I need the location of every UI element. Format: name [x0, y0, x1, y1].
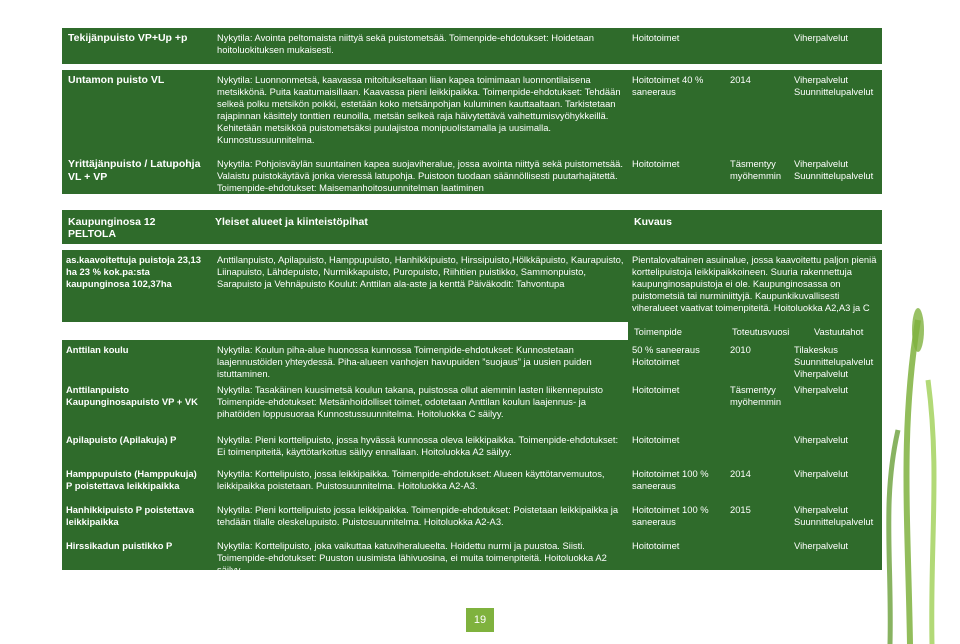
- park-name: Hirssikadun puistikko P: [62, 536, 209, 570]
- park-year: [726, 28, 790, 64]
- header-areas: Yleiset alueet ja kiinteistöpihat: [215, 216, 368, 228]
- table-row: [62, 500, 882, 536]
- park-description: Nykytila: Korttelipuisto, joka vaikuttaa katuviheralueelta. Hoidettu nurmi ja puustoa. Siisti. Toimenpide-ehdotukset: Puuston uusimista lähivuosina, ei muita toimenpiteitä. Hoitoluokka A2 säilyy.: [217, 540, 607, 575]
- park-description: Nykytila: Pieni korttelipuisto, jossa hyvässä kunnossa oleva leikkipaikka. Toimenpide-ehdotukset: Ei toimenpiteitä, käyttötarkoitus säilyy ennallaan. Hoitoluokka A2 säilyy.: [217, 434, 619, 457]
- table-row: [62, 154, 882, 194]
- sub-toteutusvuosi: Toteutusvuosi: [732, 326, 790, 337]
- park-action: Hoitotoimet: [632, 434, 680, 445]
- park-year: [726, 536, 790, 570]
- park-year: 2014: [730, 74, 751, 85]
- table-row: [62, 380, 882, 430]
- table-peltola: [62, 210, 882, 575]
- park-responsible: Viherpalvelut Suunnittelupalvelut: [794, 504, 874, 527]
- park-responsible: Viherpalvelut: [794, 434, 849, 445]
- park-year: 2015: [730, 504, 751, 515]
- park-action: Hoitotoimet 100 % saneeraus: [632, 468, 709, 491]
- table-parks-top: [62, 28, 882, 194]
- park-name: Tekijänpuisto VP+Up +p: [62, 28, 209, 64]
- park-description: Nykytila: Avointa peltomaista niittyä sekä puistometsää. Toimenpide-ehdotukset: Hoidetaan hoitoluokituksen mukaisesti.: [217, 32, 594, 55]
- park-name: Yrittäjänpuisto / Latupohja VL + VP: [62, 154, 209, 194]
- park-action: Hoitotoimet: [632, 158, 680, 169]
- subheader: [628, 322, 882, 340]
- table-row: [62, 250, 882, 322]
- park-responsible: Viherpalvelut: [794, 540, 849, 551]
- park-action: Hoitotoimet 100 % saneeraus: [632, 504, 709, 527]
- table-row: [62, 340, 882, 380]
- table-header: [62, 210, 882, 244]
- park-description: Nykytila: Tasakäinen kuusimetsä koulun takana, puistossa ollut aiemmin lasten liikennepuisto Toimenpide-ehdotukset: Metsänhoidolliset toimet, odotetaan Anttilan koulun laajennus- ja pihatöiden loppusuoraa Kunnostussuunnitelma. Hoitoluokka C säilyy.: [217, 384, 603, 419]
- park-description: Nykytila: Luonnonmetsä, kaavassa mitoitukseltaan liian kapea toimimaan luonnontilaisena metsikkönä. Puita kaatumaisillaan. Kaavassa pieni leikkipaikka. Toimenpide-ehdotukset: Tehdään selkeä polku metsikön poikki, estetään koko metsänpohjan kuluminen kauttaaltaan. Tarkistetaan rajapinnan käsittely tonttien reunoilla, metsän selkeä raja häivytettävä vaihettumisvyöhykkeillä. Kehitetään metsikköä puistometsäksi puulajistoa monipuolistamalla ja uusimalla. Kunnostussuunnitelma.: [217, 74, 621, 145]
- park-responsible: Viherpalvelut: [794, 384, 849, 395]
- area-parks-list: Anttilanpuisto, Apilapuisto, Hamppupuisto, Hanhikkipuisto, Hirssipuisto,Hölkkäpuisto, Kaurapuisto, Liinapuisto, Lähdepuisto, Nurmikkapuisto, Puropuisto, Riihitien puistikko, Sammonpuisto, Sarapuisto ja Vehnäpuisto Koulut: Anttilan ala-aste ja kenttä Päiväkodit: Tahvontupa: [217, 254, 624, 289]
- park-year: 2014: [730, 468, 751, 479]
- area-description: Pientalovaltainen asuinalue, jossa kaavoitettu paljon pieniä korttelipuistoja leikkipaikkoineen. Suuria rakennettuja kaupunginosapuistoja ei ole. Kaupunginosassa on puistometsiä tai nurminiittyjä. Kaupunkikuvallisesti viheralueet vaativat toimenpiteitä. Hoitoluokka A2,A3 ja C: [632, 254, 877, 313]
- park-year: Täsmentyy myöhemmin: [730, 384, 782, 407]
- park-responsible: Viherpalvelut Suunnittelupalvelut: [794, 74, 874, 97]
- table-row: [62, 464, 882, 500]
- table-row: [62, 430, 882, 464]
- park-name: Apilapuisto (Apilakuja) P: [62, 430, 209, 464]
- reed-decoration: [870, 0, 960, 644]
- district-label: Kaupunginosa 12 PELTOLA: [68, 216, 156, 240]
- park-responsible: Viherpalvelut: [794, 468, 849, 479]
- area-stats: as.kaavoitettuja puistoja 23,13 ha 23 % kok.pa:sta kaupunginosa 102,37ha: [62, 250, 209, 322]
- park-year: 2010: [730, 344, 751, 355]
- park-action: Hoitotoimet: [632, 540, 680, 551]
- sub-vastuutahot: Vastuutahot: [814, 326, 864, 337]
- park-name: Untamon puisto VL: [62, 70, 209, 154]
- park-name: Hamppupuisto (Hamppukuja) P poistettava leikkipaikka: [62, 464, 209, 500]
- park-action: 50 % saneeraus Hoitotoimet: [632, 344, 700, 367]
- park-description: Nykytila: Korttelipuisto, jossa leikkipaikka. Toimenpide-ehdotukset: Alueen käyttötarvemuutos, leikkipaikka poistetaan. Puistosuunnitelma. Hoitoluokka A2-A3.: [217, 468, 605, 491]
- park-description: Nykytila: Pieni korttelipuisto jossa leikkipaikka. Toimenpide-ehdotukset: Poistetaan leikkipaikka ja tehdään tilalle oleskelupuisto. Puistosuunnitelma. Hoitoluokka A2-A3.: [217, 504, 619, 527]
- table-row: [62, 70, 882, 154]
- table-row: [62, 536, 882, 575]
- header-description: Kuvaus: [634, 216, 672, 228]
- park-responsible: Viherpalvelut: [794, 32, 849, 43]
- park-action: Hoitotoimet: [632, 384, 680, 395]
- park-description: Nykytila: Koulun piha-alue huonossa kunnossa Toimenpide-ehdotukset: Kunnostetaan laajennustöiden yhteydessä. Piha-alueen vanhojen havupuiden ”suojaus” ja uusien puiden istuttaminen.: [217, 344, 592, 379]
- park-responsible: Viherpalvelut Suunnittelupalvelut: [794, 158, 874, 181]
- park-action: Hoitotoimet 40 % saneeraus: [632, 74, 704, 97]
- park-description: Nykytila: Pohjoisväylän suuntainen kapea suojaviheralue, jossa avointa niittyä sekä puistometsää. Valaistu puistokäytävä jonka vieressä latupohja. Puistoon tuodaan säännöllisesti puutarhajätettä. Toimenpide-ehdotukset: Maisemanhoitosuunnitelman laatiminen: [217, 158, 623, 193]
- park-year: Täsmentyy myöhemmin: [730, 158, 782, 181]
- sub-toimenpide: Toimenpide: [634, 326, 682, 337]
- park-year: [726, 430, 790, 464]
- park-action: Hoitotoimet: [632, 32, 680, 43]
- page-number: 19: [466, 608, 494, 632]
- park-name: Anttilanpuisto Kaupunginosapuisto VP + VK: [62, 380, 209, 430]
- park-name: Hanhikkipuisto P poistettava leikkipaikka: [62, 500, 209, 536]
- park-name: Anttilan koulu: [62, 340, 209, 380]
- table-row: [62, 28, 882, 64]
- park-responsible: Tilakeskus Suunnittelupalvelut Viherpalvelut: [794, 344, 874, 379]
